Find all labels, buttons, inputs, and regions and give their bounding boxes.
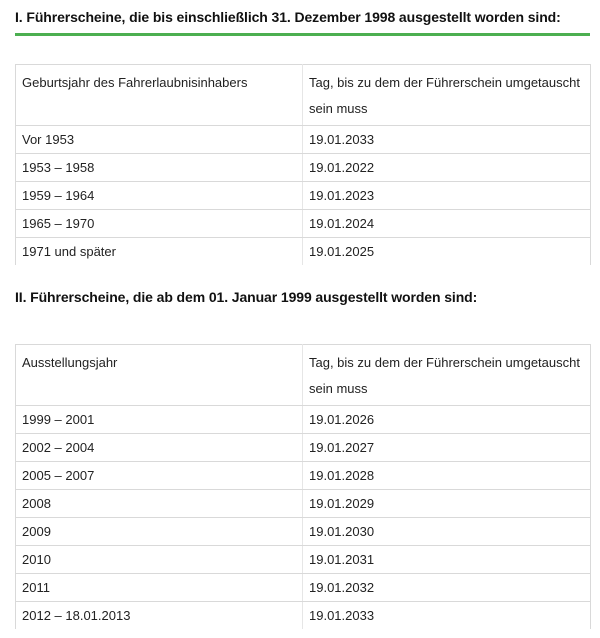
- deadline-table-by-issue-year: [15, 344, 591, 629]
- table-row: [16, 574, 591, 602]
- deadline-cell: 19.01.2022: [303, 154, 591, 182]
- deadline-cell: 19.01.2032: [303, 574, 591, 602]
- deadline-cell: 19.01.2024: [303, 210, 591, 238]
- deadline-cell: 19.01.2033: [303, 602, 591, 630]
- table-row: [16, 126, 591, 154]
- issue-year-cell: 2009: [16, 518, 303, 546]
- table-row: [16, 182, 591, 210]
- table-row: [16, 602, 591, 630]
- table-row: [16, 434, 591, 462]
- table-row: [16, 546, 591, 574]
- birth-year-cell: 1965 – 1970: [16, 210, 303, 238]
- birth-year-cell: Vor 1953: [16, 126, 303, 154]
- deadline-cell: 19.01.2033: [303, 126, 591, 154]
- deadline-cell: 19.01.2029: [303, 490, 591, 518]
- birth-year-cell: 1971 und später: [16, 238, 303, 266]
- table-header-row: [16, 345, 591, 406]
- deadline-cell: 19.01.2027: [303, 434, 591, 462]
- column-header-birth-year: Geburtsjahr des Fahrerlaubnisinhabers: [16, 65, 303, 126]
- section-heading-1: I. Führerscheine, die bis einschließlich 31. Dezember 1998 ausgestellt worden sind:: [15, 9, 561, 25]
- table-row: [16, 462, 591, 490]
- deadline-cell: 19.01.2028: [303, 462, 591, 490]
- table-header-row: [16, 65, 591, 126]
- deadline-cell: 19.01.2030: [303, 518, 591, 546]
- table-row: [16, 406, 591, 434]
- table-row: [16, 518, 591, 546]
- birth-year-cell: 1953 – 1958: [16, 154, 303, 182]
- birth-year-cell: 1959 – 1964: [16, 182, 303, 210]
- column-header-issue-year: Ausstellungsjahr: [16, 345, 303, 406]
- column-header-deadline: Tag, bis zu dem der Führerschein umgetauscht sein muss: [303, 345, 591, 406]
- issue-year-cell: 2010: [16, 546, 303, 574]
- deadline-table-by-birth-year: [15, 64, 591, 265]
- section-heading-2: II. Führerscheine, die ab dem 01. Januar 1999 ausgestellt worden sind:: [15, 289, 478, 305]
- issue-year-cell: 2005 – 2007: [16, 462, 303, 490]
- issue-year-cell: 1999 – 2001: [16, 406, 303, 434]
- issue-year-cell: 2012 – 18.01.2013: [16, 602, 303, 630]
- column-header-deadline: Tag, bis zu dem der Führerschein umgetauscht sein muss: [303, 65, 591, 126]
- table-row: [16, 238, 591, 266]
- table-row: [16, 154, 591, 182]
- issue-year-cell: 2008: [16, 490, 303, 518]
- issue-year-cell: 2002 – 2004: [16, 434, 303, 462]
- heading-underline: [15, 33, 590, 36]
- table-row: [16, 490, 591, 518]
- deadline-cell: 19.01.2031: [303, 546, 591, 574]
- deadline-cell: 19.01.2025: [303, 238, 591, 266]
- deadline-cell: 19.01.2023: [303, 182, 591, 210]
- deadline-cell: 19.01.2026: [303, 406, 591, 434]
- table-row: [16, 210, 591, 238]
- issue-year-cell: 2011: [16, 574, 303, 602]
